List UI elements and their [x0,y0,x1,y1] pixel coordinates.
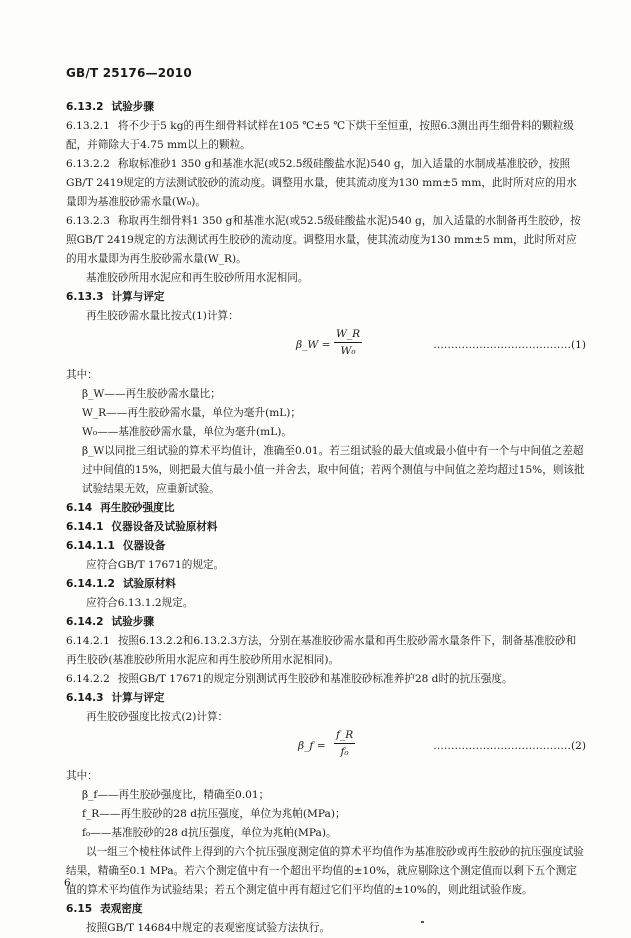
clause: 6.14.2.1 按照6.13.2.2和6.13.2.3方法，分别在基准胶砂需水量和再生胶砂需水量条件下，制备基准胶砂和再生胶砂(基准胶砂所用水泥应和再生胶砂所用水泥相同)。 [66,635,577,666]
paragraph: β_W以同批三组试验的算术平均值计，准确至0.01。若三组试验的最大值或最小值中有一个与中间值之差超过中间值的15%，则把最大值与最小值一并舍去，取中间值；若两个测值与中间值之差均超过15%，则该批试验结果无效，应重新试验。 [82,445,585,495]
formula-fraction [334,326,362,359]
definition: f_R——再生胶砂的28 d抗压强度，单位为兆帕(MPa)； [82,808,346,820]
page-number: 6 [64,877,71,889]
formula-lhs: β_W = [296,339,331,351]
formula-intro: 再生胶砂需水量比按式(1)计算： [86,310,239,322]
definition: β_f——再生胶砂强度比，精确至0.01； [82,789,270,801]
section-heading: 6.14.1.1 仪器设备 [66,540,166,552]
section-heading: 6.14.1.2 试验原材料 [66,578,176,590]
definition: β_W——再生胶砂需水量比； [82,388,221,400]
section-heading: 6.14 再生胶砂强度比 [66,502,175,514]
section-heading: 6.15 表观密度 [66,903,143,915]
clause: 6.13.2.1 将不少于5 kg的再生细骨料试样在105 ℃±5 ℃下烘干至恒重，按照6.3测出再生细骨料的颗粒级配，并筛除大于4.75 mm以上的颗粒。 [66,120,574,151]
paragraph: 按照GB/T 14684中规定的表观密度试验方法执行。 [86,922,331,934]
section-heading: 6.13.3 计算与评定 [66,291,165,303]
formula-fraction [334,727,355,760]
formula-intro: 再生胶砂强度比按式(2)计算： [86,711,229,723]
numerator: W_R [334,326,362,343]
numerator: f_R [334,727,355,744]
clause: 6.13.2.3 称取再生细骨料1 350 g和基准水泥(或52.5级硅酸盐水泥)540 g，加入适量的水制备再生胶砂，按照GB/T 2419规定的方法测试再生胶砂的流动度。调整用水量，使其流动度为130 mm±5 mm，此时所对应的用水量即为再生胶砂需水量(W_R)。 [66,215,581,265]
note: 基准胶砂所用水泥应和再生胶砂所用水泥相同。 [86,272,309,284]
formula-lhs: β_f = [298,740,326,752]
formula-label: (1) [570,339,586,351]
clause: 6.14.2.2 按照GB/T 17671的规定分别测试再生胶砂和基准胶砂标准养护28 d时的抗压强度。 [66,673,513,685]
formula-leader: …………………………………(2) [433,740,586,752]
where-label: 其中： [66,770,98,782]
section-heading: 6.13.2 试验步骤 [66,101,154,113]
paragraph: 以一组三个棱柱体试件上得到的六个抗压强度测定值的算术平均值作为基准胶砂或再生胶砂的抗压强度试验结果，精确至0.1 MPa。若六个测定值中有一个超出平均值的±10%，就应剔除这个测定值而以剩下五个测定值的算术平均值作为试验结果；若五个测定值中再有超过它们平均值的±10%的，则此组试验作废。 [66,846,584,896]
section-heading: 6.14.3 计算与评定 [66,692,165,704]
formula-label: (2) [570,740,586,752]
where-label: 其中： [66,369,98,381]
denominator: W₀ [340,345,356,357]
formula-1 [66,326,586,366]
section-heading: 6.14.1 仪器设备及试验原材料 [66,521,218,533]
scan-speck [421,921,424,923]
definition: f₀——基准胶砂的28 d抗压强度，单位为兆帕(MPa)。 [82,827,337,839]
section-heading: 6.14.2 试验步骤 [66,616,154,628]
standard-number: GB/T 25176—2010 [66,66,192,80]
formula-leader: …………………………………(1) [433,339,586,351]
paragraph: 应符合GB/T 17671的规定。 [86,559,225,571]
page-content [66,98,586,938]
clause: 6.13.2.2 称取标准砂1 350 g和基准水泥(或52.5级硅酸盐水泥)540 g，加入适量的水制成基准胶砂，按照GB/T 2419规定的方法测试胶砂的流动度。调整用水量，使其流动度为130 mm±5 mm，此时所对应的用水量即为基准胶砂需水量(W₀)。 [66,158,577,208]
denominator: f₀ [340,746,349,758]
paragraph: 应符合6.13.1.2规定。 [86,597,194,609]
definition: W₀——基准胶砂需水量，单位为毫升(mL)。 [82,426,292,438]
definition: W_R——再生胶砂需水量，单位为毫升(mL)； [82,407,302,419]
formula-2 [66,727,586,767]
